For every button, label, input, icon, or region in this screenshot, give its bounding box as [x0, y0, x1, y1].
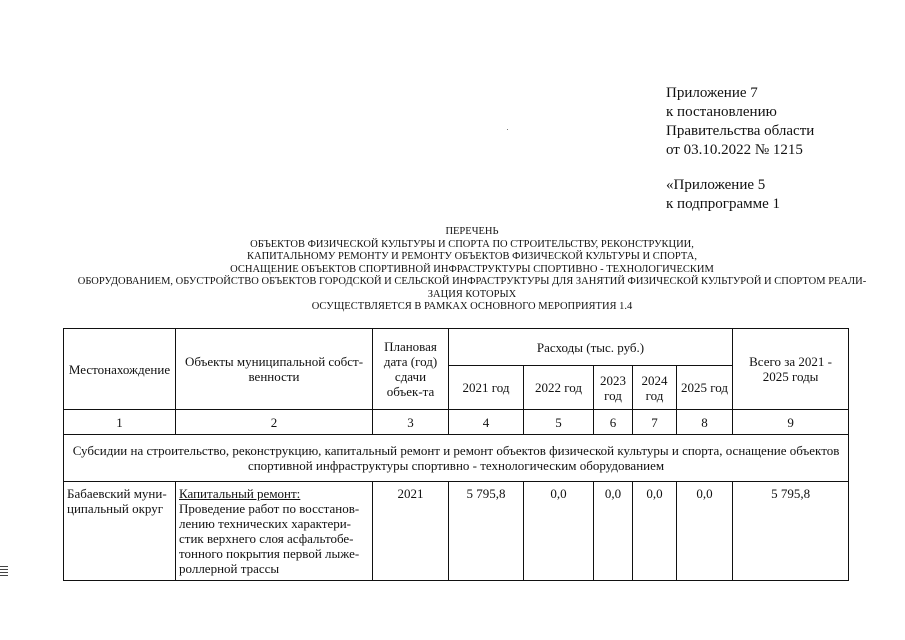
appendix-block: [666, 84, 814, 214]
appendix-line: от 03.10.2022 № 1215: [666, 142, 803, 158]
row-location: Бабаевский муни-ципальный округ: [64, 482, 176, 581]
scan-margin-marks: [0, 566, 8, 578]
row-2022: 0,0: [524, 482, 594, 581]
header-year-2023: 2023 год: [594, 366, 633, 410]
header-year-2022: 2022 год: [524, 366, 594, 410]
subappendix-line: «Приложение 5: [666, 177, 766, 193]
subappendix-line: к подпрограмме 1: [666, 196, 780, 212]
header-planned-date: Плановая дата (год) сдачи объек-та: [373, 329, 449, 410]
heading-title: ПЕРЕЧЕНЬ: [445, 226, 499, 237]
row-object: [176, 482, 373, 581]
header-year-2024: 2024 год: [633, 366, 677, 410]
appendix-line: к постановлению: [666, 104, 777, 120]
header-location: Местонахождение: [64, 329, 176, 410]
row-2024: 0,0: [633, 482, 677, 581]
appendix-line: Правительства области: [666, 123, 815, 139]
heading-line: ЗАЦИЯ КОТОРЫХ: [427, 288, 517, 300]
header-year-2021: 2021 год: [449, 366, 524, 410]
heading-line: ОСНАЩЕНИЕ ОБЪЕКТОВ СПОРТИВНОЙ ИНФРАСТРУКТУРЫ СПОРТИВНО - ТЕХНОЛОГИЧЕСКИМ: [230, 263, 714, 275]
objects-table: [63, 328, 849, 581]
row-2025: 0,0: [677, 482, 733, 581]
row-object-desc: Проведение работ по восстанов-лению технических характери-стик верхнего слоя асфальтобе-тонного покрытия первой лыже-роллерной трассы: [179, 501, 360, 576]
header-expenses: Расходы (тыс. руб.): [449, 329, 733, 366]
header-year-2025: 2025 год: [677, 366, 733, 410]
heading-line: ОСУЩЕСТВЛЯЕТСЯ В РАМКАХ ОСНОВНОГО МЕРОПРИЯТИЯ 1.4: [311, 301, 633, 312]
header-total: Всего за 2021 - 2025 годы: [733, 329, 849, 410]
column-number: 1: [64, 410, 176, 435]
column-number: 4: [449, 410, 524, 435]
column-number: 3: [373, 410, 449, 435]
row-object-type: Капитальный ремонт:: [179, 486, 301, 501]
document-heading: [58, 226, 886, 314]
heading-line: ОБЪЕКТОВ ФИЗИЧЕСКОЙ КУЛЬТУРЫ И СПОРТА ПО СТРОИТЕЛЬСТВУ, РЕКОНСТРУКЦИИ,: [250, 238, 694, 250]
column-number: 6: [594, 410, 633, 435]
column-number: 9: [733, 410, 849, 435]
column-number: 5: [524, 410, 594, 435]
table-row: [64, 482, 849, 581]
column-number: 2: [176, 410, 373, 435]
row-year: 2021: [373, 482, 449, 581]
appendix-line: Приложение 7: [666, 85, 758, 101]
row-2023: 0,0: [594, 482, 633, 581]
column-number: 7: [633, 410, 677, 435]
column-numbers-row: [64, 410, 849, 435]
heading-line: ОБОРУДОВАНИЕМ, ОБУСТРОЙСТВО ОБЪЕКТОВ ГОРОДСКОЙ И СЕЛЬСКОЙ ИНФРАСТРУКТУРЫ ДЛЯ ЗАНЯТИЙ ФИЗИЧЕСКОЙ КУЛЬТУРОЙ И СПОРТОМ РЕАЛИ-: [77, 276, 867, 287]
heading-line: КАПИТАЛЬНОМУ РЕМОНТУ И РЕМОНТУ ОБЪЕКТОВ ФИЗИЧЕСКОЙ КУЛЬТУРЫ И СПОРТА,: [247, 251, 697, 262]
row-total: 5 795,8: [733, 482, 849, 581]
row-2021: 5 795,8: [449, 482, 524, 581]
column-number: 8: [677, 410, 733, 435]
section-title: Субсидии на строительство, реконструкцию, капитальный ремонт и ремонт объектов физической культуры и спорта, оснащение объектов спортивной инфраструктуры спортивно - технологическим оборудованием: [64, 435, 849, 482]
header-objects: Объекты муниципальной собст-венности: [176, 329, 373, 410]
scan-speck: [507, 129, 508, 130]
